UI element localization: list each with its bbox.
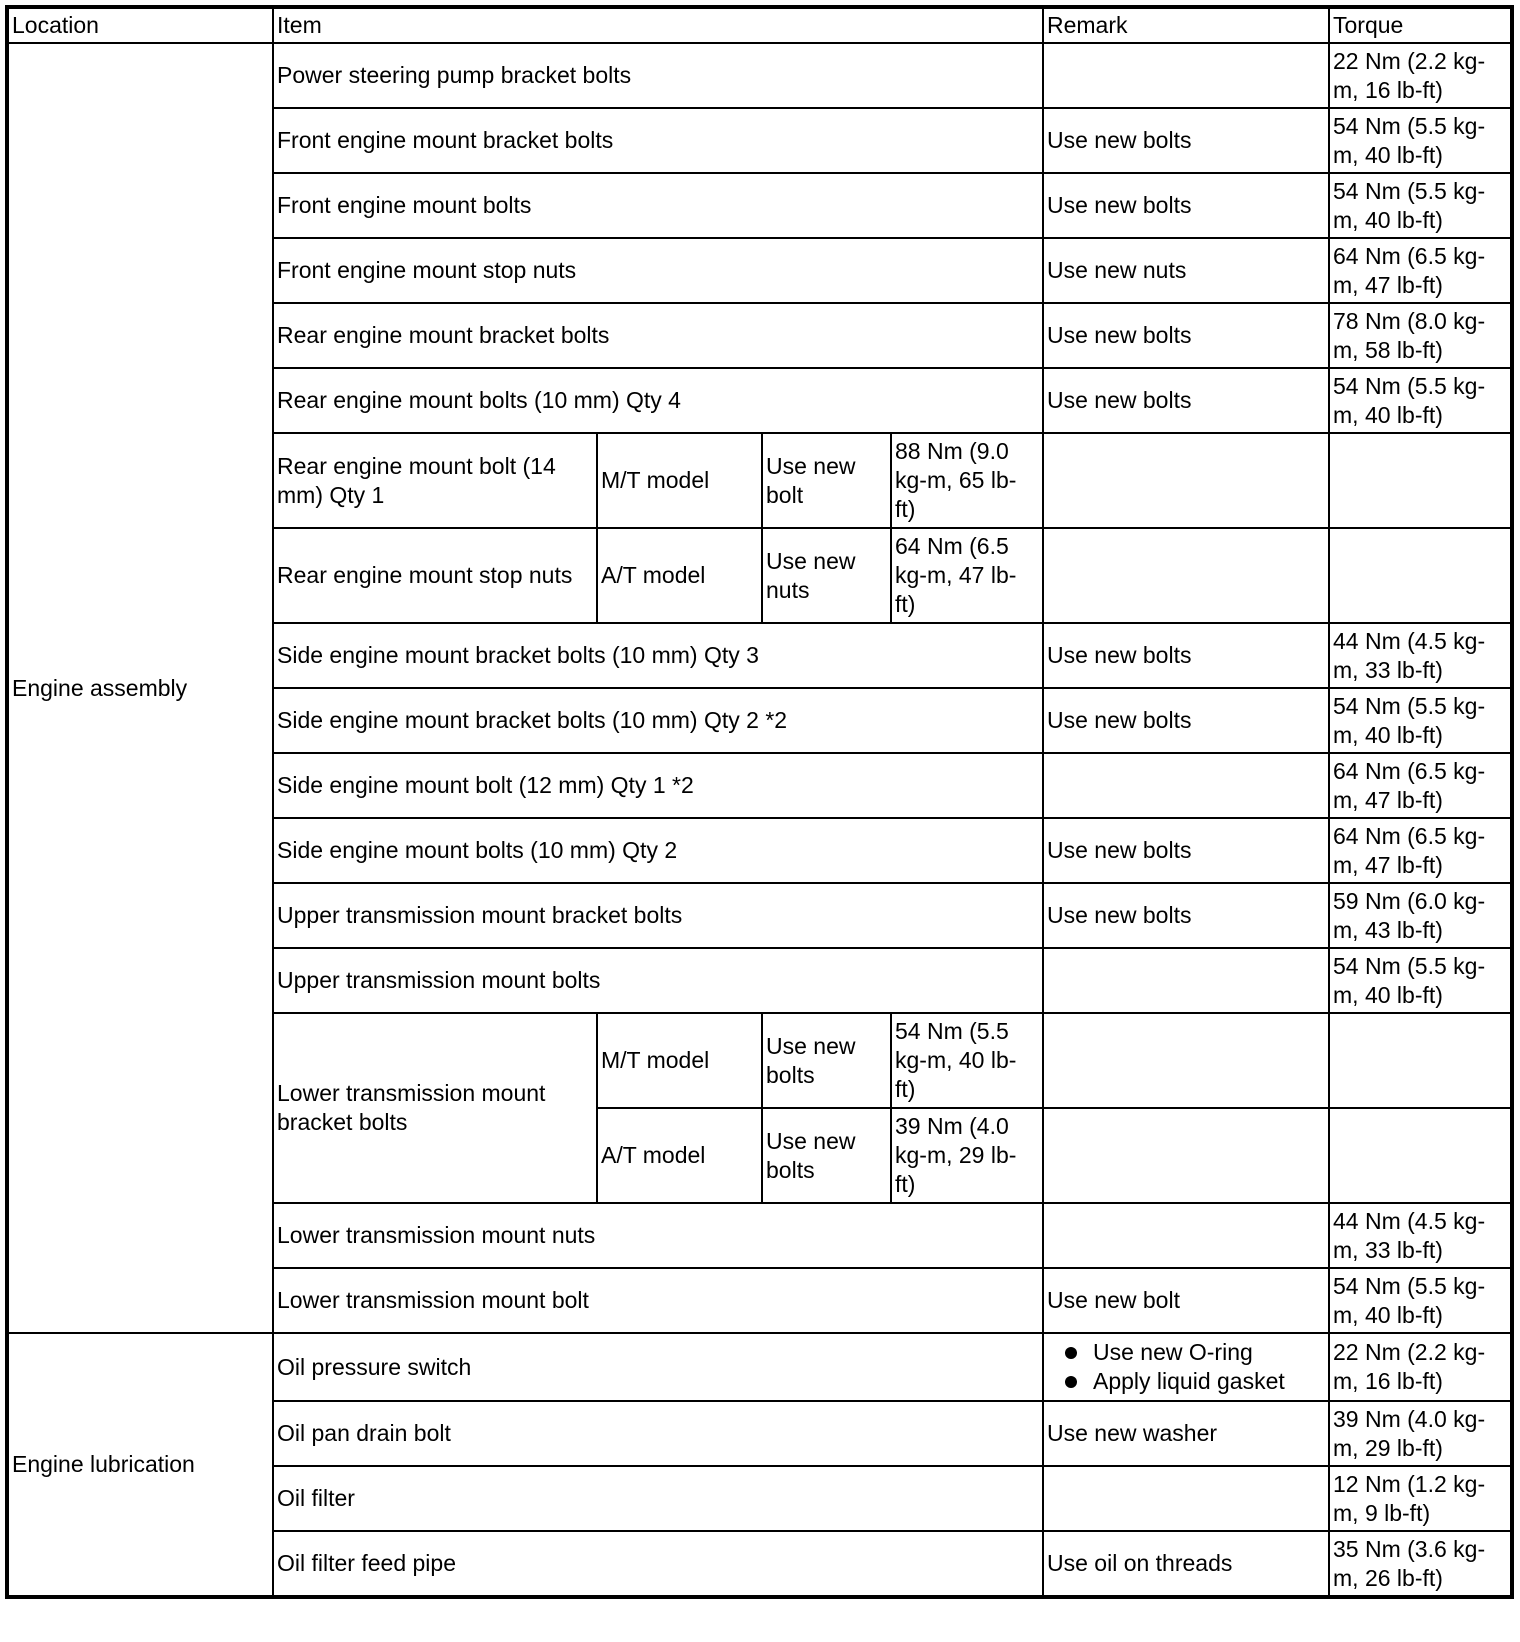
- torque-cell: 54 Nm (5.5 kg-m, 40 lb-ft): [1329, 1268, 1512, 1333]
- remark-cell: [1043, 1466, 1329, 1531]
- torque-cell: 59 Nm (6.0 kg-m, 43 lb-ft): [1329, 883, 1512, 948]
- torque-cell: 44 Nm (4.5 kg-m, 33 lb-ft): [1329, 623, 1512, 688]
- torque-cell: 54 Nm (5.5 kg-m, 40 lb-ft): [1329, 948, 1512, 1013]
- item-cell: Upper transmission mount bracket bolts: [273, 883, 1043, 948]
- header-row: [7, 7, 1512, 43]
- torque-cell: 44 Nm (4.5 kg-m, 33 lb-ft): [1329, 1203, 1512, 1268]
- sub-torque-cell: 88 Nm (9.0 kg-m, 65 lb-ft): [891, 433, 1043, 528]
- remark-cell: Use new bolts: [1043, 883, 1329, 948]
- item-cell: Side engine mount bolts (10 mm) Qty 2: [273, 818, 1043, 883]
- item-cell: Rear engine mount bolt (14 mm) Qty 1: [273, 433, 597, 528]
- item-cell: Side engine mount bracket bolts (10 mm) Qty 2 *2: [273, 688, 1043, 753]
- item-cell: Lower transmission mount nuts: [273, 1203, 1043, 1268]
- torque-cell-empty: [1329, 1013, 1512, 1108]
- torque-cell: 22 Nm (2.2 kg-m, 16 lb-ft): [1329, 43, 1512, 108]
- remark-cell: [1043, 43, 1329, 108]
- remark-cell: Use new bolts: [1043, 108, 1329, 173]
- item-cell: Rear engine mount bracket bolts: [273, 303, 1043, 368]
- header-torque: Torque: [1329, 7, 1512, 43]
- item-cell: Rear engine mount bolts (10 mm) Qty 4: [273, 368, 1043, 433]
- sub-torque-cell: 64 Nm (6.5 kg-m, 47 lb-ft): [891, 528, 1043, 623]
- location-cell: Engine assembly: [7, 43, 273, 1333]
- torque-cell: 78 Nm (8.0 kg-m, 58 lb-ft): [1329, 303, 1512, 368]
- remark-cell: Use new bolts: [1043, 623, 1329, 688]
- remark-cell: [1043, 948, 1329, 1013]
- remark-cell: Use new bolts: [1043, 368, 1329, 433]
- remark-cell: [1043, 753, 1329, 818]
- item-cell: Lower transmission mount bolt: [273, 1268, 1043, 1333]
- torque-cell: 35 Nm (3.6 kg-m, 26 lb-ft): [1329, 1531, 1512, 1597]
- torque-cell-empty: [1329, 528, 1512, 623]
- torque-cell: 54 Nm (5.5 kg-m, 40 lb-ft): [1329, 688, 1512, 753]
- torque-cell: 54 Nm (5.5 kg-m, 40 lb-ft): [1329, 368, 1512, 433]
- remark-bullet-item: Apply liquid gasket: [1065, 1367, 1324, 1396]
- torque-cell-empty: [1329, 433, 1512, 528]
- sub-remark-cell: Use new bolt: [762, 433, 891, 528]
- item-cell: Side engine mount bolt (12 mm) Qty 1 *2: [273, 753, 1043, 818]
- torque-cell: 64 Nm (6.5 kg-m, 47 lb-ft): [1329, 753, 1512, 818]
- remark-cell-empty: [1043, 433, 1329, 528]
- remark-cell: Use new bolts: [1043, 173, 1329, 238]
- torque-cell: 54 Nm (5.5 kg-m, 40 lb-ft): [1329, 173, 1512, 238]
- sub-remark-cell: Use new bolts: [762, 1108, 891, 1203]
- remark-bullet-item: Use new O-ring: [1065, 1338, 1324, 1367]
- item-cell: Power steering pump bracket bolts: [273, 43, 1043, 108]
- remark-list: [1047, 1338, 1324, 1396]
- remark-cell: Use new bolts: [1043, 818, 1329, 883]
- item-cell: Front engine mount bolts: [273, 173, 1043, 238]
- header-location: Location: [7, 7, 273, 43]
- remark-cell: Use oil on threads: [1043, 1531, 1329, 1597]
- remark-cell: Use new washer: [1043, 1401, 1329, 1466]
- remark-cell: Use new bolt: [1043, 1268, 1329, 1333]
- item-cell: Front engine mount bracket bolts: [273, 108, 1043, 173]
- table-row: [7, 1333, 1512, 1401]
- remark-cell: [1043, 1333, 1329, 1401]
- torque-cell: 64 Nm (6.5 kg-m, 47 lb-ft): [1329, 818, 1512, 883]
- remark-cell: [1043, 1203, 1329, 1268]
- sub-remark-cell: Use new nuts: [762, 528, 891, 623]
- remark-cell-empty: [1043, 1013, 1329, 1108]
- header-remark: Remark: [1043, 7, 1329, 43]
- table-row: [7, 43, 1512, 108]
- item-cell: Rear engine mount stop nuts: [273, 528, 597, 623]
- torque-cell: 39 Nm (4.0 kg-m, 29 lb-ft): [1329, 1401, 1512, 1466]
- item-cell: Oil filter: [273, 1466, 1043, 1531]
- sub-torque-cell: 54 Nm (5.5 kg-m, 40 lb-ft): [891, 1013, 1043, 1108]
- torque-cell-empty: [1329, 1108, 1512, 1203]
- torque-cell: 54 Nm (5.5 kg-m, 40 lb-ft): [1329, 108, 1512, 173]
- torque-cell: 64 Nm (6.5 kg-m, 47 lb-ft): [1329, 238, 1512, 303]
- remark-cell: Use new nuts: [1043, 238, 1329, 303]
- header-item: Item: [273, 7, 1043, 43]
- model-cell: M/T model: [597, 1013, 762, 1108]
- location-cell: Engine lubrication: [7, 1333, 273, 1597]
- item-cell: Oil pressure switch: [273, 1333, 1043, 1401]
- model-cell: A/T model: [597, 528, 762, 623]
- item-cell: Side engine mount bracket bolts (10 mm) Qty 3: [273, 623, 1043, 688]
- item-cell: Upper transmission mount bolts: [273, 948, 1043, 1013]
- item-cell: Front engine mount stop nuts: [273, 238, 1043, 303]
- item-cell: Oil pan drain bolt: [273, 1401, 1043, 1466]
- sub-torque-cell: 39 Nm (4.0 kg-m, 29 lb-ft): [891, 1108, 1043, 1203]
- torque-spec-table: [5, 5, 1514, 1599]
- item-cell: Lower transmission mount bracket bolts: [273, 1013, 597, 1203]
- remark-cell: Use new bolts: [1043, 303, 1329, 368]
- remark-cell-empty: [1043, 1108, 1329, 1203]
- model-cell: M/T model: [597, 433, 762, 528]
- sub-remark-cell: Use new bolts: [762, 1013, 891, 1108]
- item-cell: Oil filter feed pipe: [273, 1531, 1043, 1597]
- model-cell: A/T model: [597, 1108, 762, 1203]
- torque-cell: 12 Nm (1.2 kg-m, 9 lb-ft): [1329, 1466, 1512, 1531]
- torque-cell: 22 Nm (2.2 kg-m, 16 lb-ft): [1329, 1333, 1512, 1401]
- remark-cell: Use new bolts: [1043, 688, 1329, 753]
- remark-cell-empty: [1043, 528, 1329, 623]
